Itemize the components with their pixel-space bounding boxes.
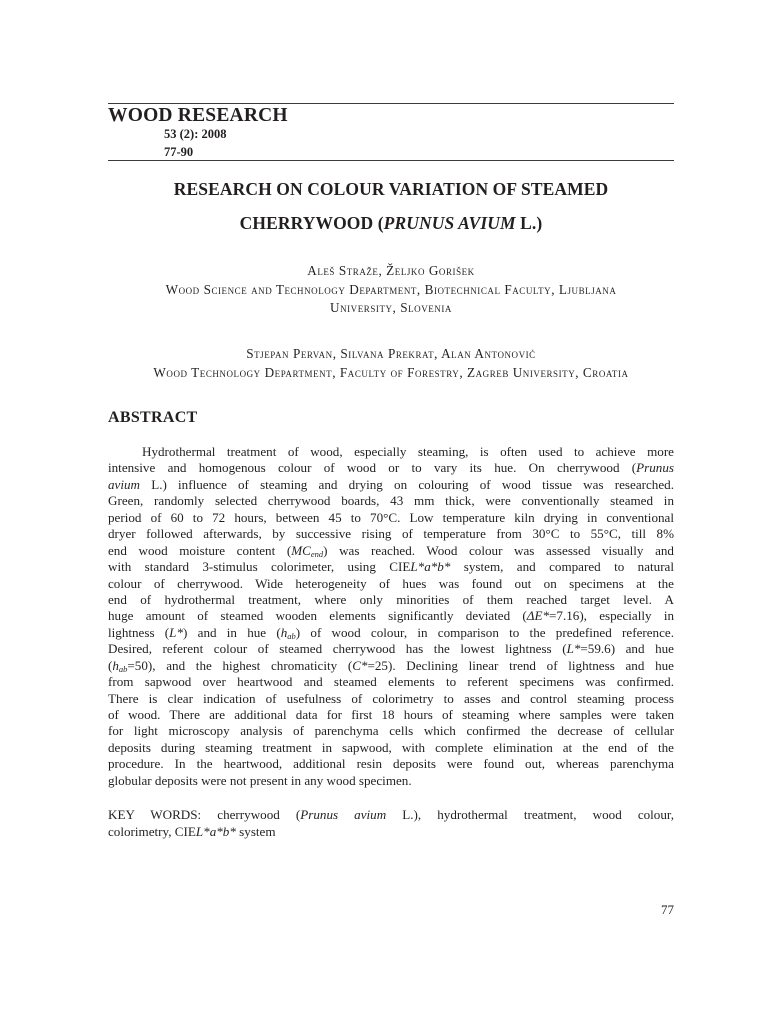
abstract-line: deposits during steaming treatment in sapwood, with complete elimination at the end of the [108,739,674,755]
paper-title [108,172,674,240]
abstract-line: $(h_{ab}=50)$, and the highest chromaticity (C*=25). Declining linear trend of lightness and hue [108,657,674,674]
abstract-line: Desired, referent colour of steamed cherrywood has the lowest lightness (L*=59.6) and hue [108,641,674,657]
abstract-line: There is clear indication of usefulness of colorimetry to asses and control steaming process [108,690,674,706]
abstract-line: avium L.) influence of steaming and drying on colouring of wood tissue was researched. [108,476,674,492]
title-species: PRUNUS AVIUM [383,213,516,233]
abstract-line: intensive and homogenous colour of wood or to vary its hue. On cherrywood (Prunus [108,460,674,476]
abstract-line: with standard 3-stimulus colorimeter, using CIEL*a*b* system, and compared to natural [108,559,674,575]
abstract-text [108,444,674,789]
title-line-2: CHERRYWOOD (PRUNUS AVIUM L.) [239,213,543,233]
journal-name: WOOD RESEARCH [108,105,288,126]
abstract-line: end of hydrothermal treatment, where only minorities of them reached target level. A [108,591,674,607]
abstract-line: Hydrothermal treatment of wood, especially steaming, is often used to achieve more [142,444,674,459]
journal-volume-issue: 53 (2): 2008 [164,127,227,141]
abstract-line: period of 60 to 72 hours, between 45 to 70°C. Low temperature kiln drying in conventional [108,509,674,525]
journal-pages: 77-90 [164,145,194,159]
page-number: 77 [661,902,674,917]
keywords-line: colorimetry, CIEL*a*b* system [108,824,276,839]
abstract-line: end wood moisture content $(MC_{end})$ was reached. Wood colour was assessed visually and [108,542,674,559]
keywords-line: KEY WORDS: cherrywood (Prunus avium L.), hydrothermal treatment, wood colour, [108,807,675,822]
abstract-line: globular deposits were not present in any wood specimen. [108,772,412,788]
abstract-line: colour of cherrywood. Wide heterogeneity of hues was found out on specimens at the [108,575,674,591]
affiliation-1-line-1: Wood Science and Technology Department, Biotechnical Faculty, Ljubljana [165,281,617,297]
abstract-line: Green, randomly selected cherrywood boards, 43 mm thick, were conventionally steamed in [108,493,674,509]
author-block-1 [100,262,682,318]
affiliation-2-line-1: Wood Technology Department, Faculty of Forestry, Zagreb University, Croatia [153,364,629,380]
affiliation-1-line-2: University, Slovenia [330,300,452,315]
keywords [108,806,674,840]
abstract-line: huge amount of steamed wooden elements significantly deviated (ΔE*=7.16), especially in [108,608,675,624]
abstract-line: lightness (L*) and in hue $(h_{ab})$ of wood colour, in comparison to the predefined reference. [108,624,674,641]
title-line-1: RESEARCH ON COLOUR VARIATION OF STEAMED [173,179,609,199]
abstract-line: dryer followed afterwards, by successive rising of temperature from 30°C to 55°C, till 8% [108,526,674,542]
abstract-line: of wood. There are additional data for first 18 hours of steaming where samples were taken [108,707,674,722]
abstract-heading: ABSTRACT [108,409,198,426]
authors-group-2: Stjepan Pervan, Silvana Prekrat, Alan Antonović [246,346,536,361]
author-block-2 [100,345,682,382]
abstract-line: procedure. In the heartwood, additional resin deposits were found out, whereas parenchyma [108,756,674,772]
abstract-line: for light microscopy analysis of parenchyma cells which confirmed the decrease of cellular [108,723,674,739]
header-bottom-rule [108,160,674,161]
authors-group-1: Aleš Straže, Željko Gorišek [307,263,475,278]
abstract-line: from sapwood over heartwood and steamed elements to referent specimens was confirmed. [108,674,674,690]
